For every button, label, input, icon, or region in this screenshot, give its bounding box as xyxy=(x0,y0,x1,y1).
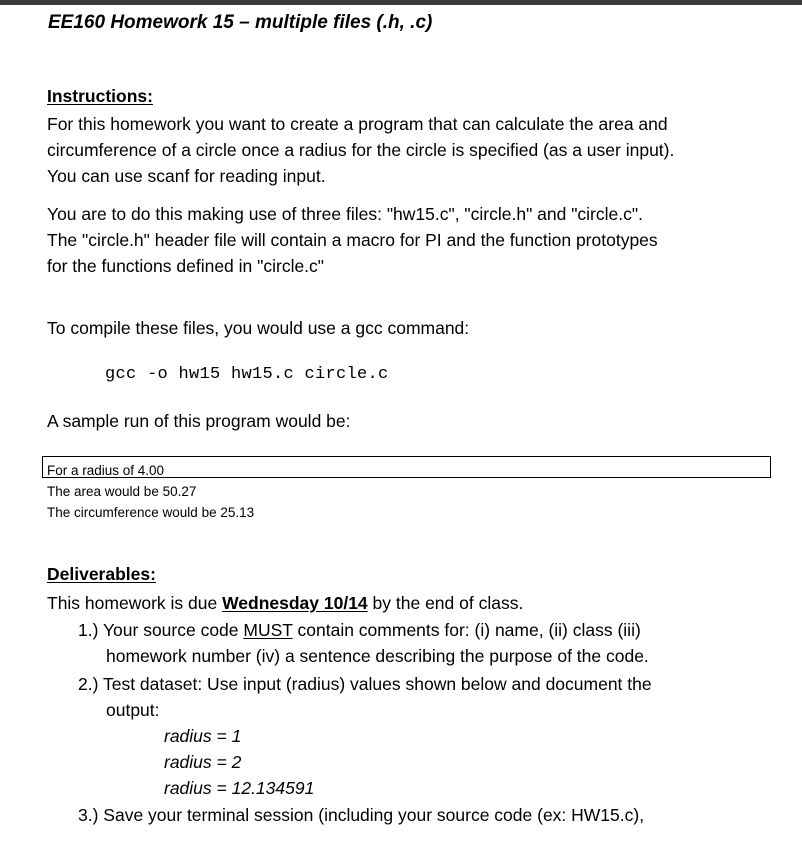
deliverable-item-3: 3.) Save your terminal session (including your source code (ex: HW15.c), xyxy=(78,805,645,825)
deliverables-heading: Deliverables: xyxy=(47,564,156,584)
sample-intro: A sample run of this program would be: xyxy=(47,411,351,431)
due-prefix: This homework is due xyxy=(47,593,223,613)
item1-prefix: 1.) Your source code xyxy=(78,620,244,640)
sample-output xyxy=(47,460,254,523)
radius-value: radius = 1 xyxy=(164,726,242,746)
compile-command: gcc -o hw15 hw15.c circle.c xyxy=(105,365,389,384)
page-title: EE160 Homework 15 – multiple files (.h, .c) xyxy=(48,12,433,33)
must-emphasis: MUST xyxy=(243,620,293,640)
text-line: The "circle.h" header file will contain a macro for PI and the function prototypes xyxy=(47,230,658,250)
radius-value: radius = 2 xyxy=(164,752,242,772)
instructions-heading: Instructions: xyxy=(47,86,153,106)
due-suffix: by the end of class. xyxy=(367,593,524,613)
sample-output-line: The circumference would be 25.13 xyxy=(47,505,255,520)
item1-suffix: contain comments for: (i) name, (ii) class (iii) xyxy=(292,620,641,640)
text-line: circumference of a circle once a radius for the circle is specified (as a user input). xyxy=(47,140,675,160)
text-line: output: xyxy=(106,700,160,720)
text-line: You can use scanf for reading input. xyxy=(47,166,326,186)
compile-intro: To compile these files, you would use a gcc command: xyxy=(47,318,470,338)
deliverable-item-2 xyxy=(78,671,652,723)
text-line: 2.) Test dataset: Use input (radius) values shown below and document the xyxy=(78,674,652,694)
deliverable-item-1 xyxy=(78,617,649,669)
instructions-paragraph-1 xyxy=(47,111,674,189)
text-line: for the functions defined in "circle.c" xyxy=(47,256,325,276)
text-line: For this homework you want to create a program that can calculate the area and xyxy=(47,114,668,134)
instructions-paragraph-2 xyxy=(47,201,658,279)
radius-values-list xyxy=(164,723,314,801)
text-line: You are to do this making use of three files: "hw15.c", "circle.h" and "circle.c". xyxy=(47,204,643,224)
due-date-line xyxy=(47,590,523,616)
sample-output-line: For a radius of 4.00 xyxy=(47,463,165,478)
text-line xyxy=(78,617,649,643)
radius-value: radius = 12.134591 xyxy=(164,778,315,798)
due-date: Wednesday 10/14 xyxy=(222,593,368,613)
text-line: homework number (iv) a sentence describing the purpose of the code. xyxy=(106,646,649,666)
sample-output-line: The area would be 50.27 xyxy=(47,484,197,499)
